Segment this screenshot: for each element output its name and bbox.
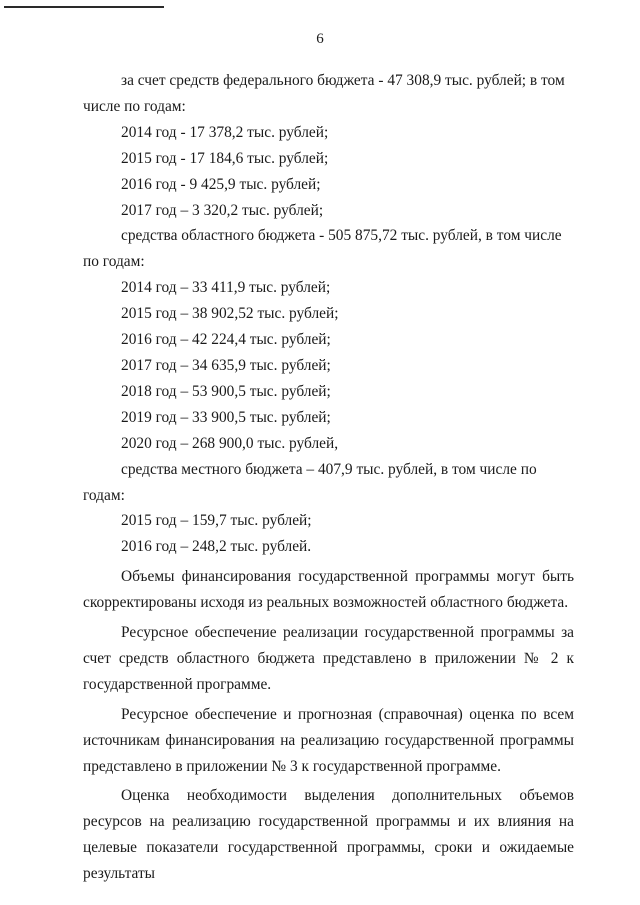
regional-year-2016: 2016 год – 42 224,4 тыс. рублей; [121, 331, 331, 349]
federal-year-2016: 2016 год - 9 425,9 тыс. рублей; [121, 175, 321, 193]
regional-budget-intro: средства областного бюджета - 505 875,72 тыс. рублей, в том числе по годам: [83, 227, 562, 271]
paragraph-appendix-2: Ресурсное обеспечение реализации государственной программы за счет средств областного бюджета представлено в приложении № 2 к государственной программе. [83, 624, 574, 693]
federal-year-2017: 2017 год – 3 320,2 тыс. рублей; [121, 201, 324, 219]
local-budget-intro: средства местного бюджета – 407,9 тыс. рублей, в том числе по годам: [83, 460, 537, 504]
federal-year-2014: 2014 год - 17 378,2 тыс. рублей; [121, 123, 329, 141]
top-edge-rule [4, 6, 164, 8]
paragraph-appendix-3: Ресурсное обеспечение и прогнозная (справочная) оценка по всем источникам финансирования на реализацию государственной программы представлено в приложении № 3 к государственной программе. [83, 705, 574, 775]
federal-budget-intro: за счет средств федерального бюджета - 47 308,9 тыс. рублей; в том числе по годам: [83, 72, 565, 115]
regional-year-2020: 2020 год – 268 900,0 тыс. рублей, [121, 434, 339, 452]
local-year-2015: 2015 год – 159,7 тыс. рублей; [121, 512, 312, 530]
regional-year-2015: 2015 год – 38 902,52 тыс. рублей; [121, 305, 339, 323]
page-number: 6 [316, 31, 324, 47]
paragraph-adjustment: Объемы финансирования государственной программы могут быть скорректированы исходя из реальных возможностей областного бюджета. [83, 568, 574, 612]
regional-year-2014: 2014 год – 33 411,9 тыс. рублей; [121, 279, 331, 297]
regional-year-2019: 2019 год – 33 900,5 тыс. рублей; [121, 408, 331, 426]
regional-year-2018: 2018 год – 53 900,5 тыс. рублей; [121, 382, 331, 400]
federal-year-2015: 2015 год - 17 184,6 тыс. рублей; [121, 149, 329, 167]
regional-year-2017: 2017 год – 34 635,9 тыс. рублей; [121, 356, 331, 374]
local-year-2016: 2016 год – 248,2 тыс. рублей. [121, 538, 312, 556]
paragraph-additional-resources: Оценка необходимости выделения дополнительных объемов ресурсов на реализацию государственной программы и их влияния на целевые показатели государственной программы, сроки и ожидаемые результаты [83, 787, 574, 883]
document-body [83, 68, 574, 887]
